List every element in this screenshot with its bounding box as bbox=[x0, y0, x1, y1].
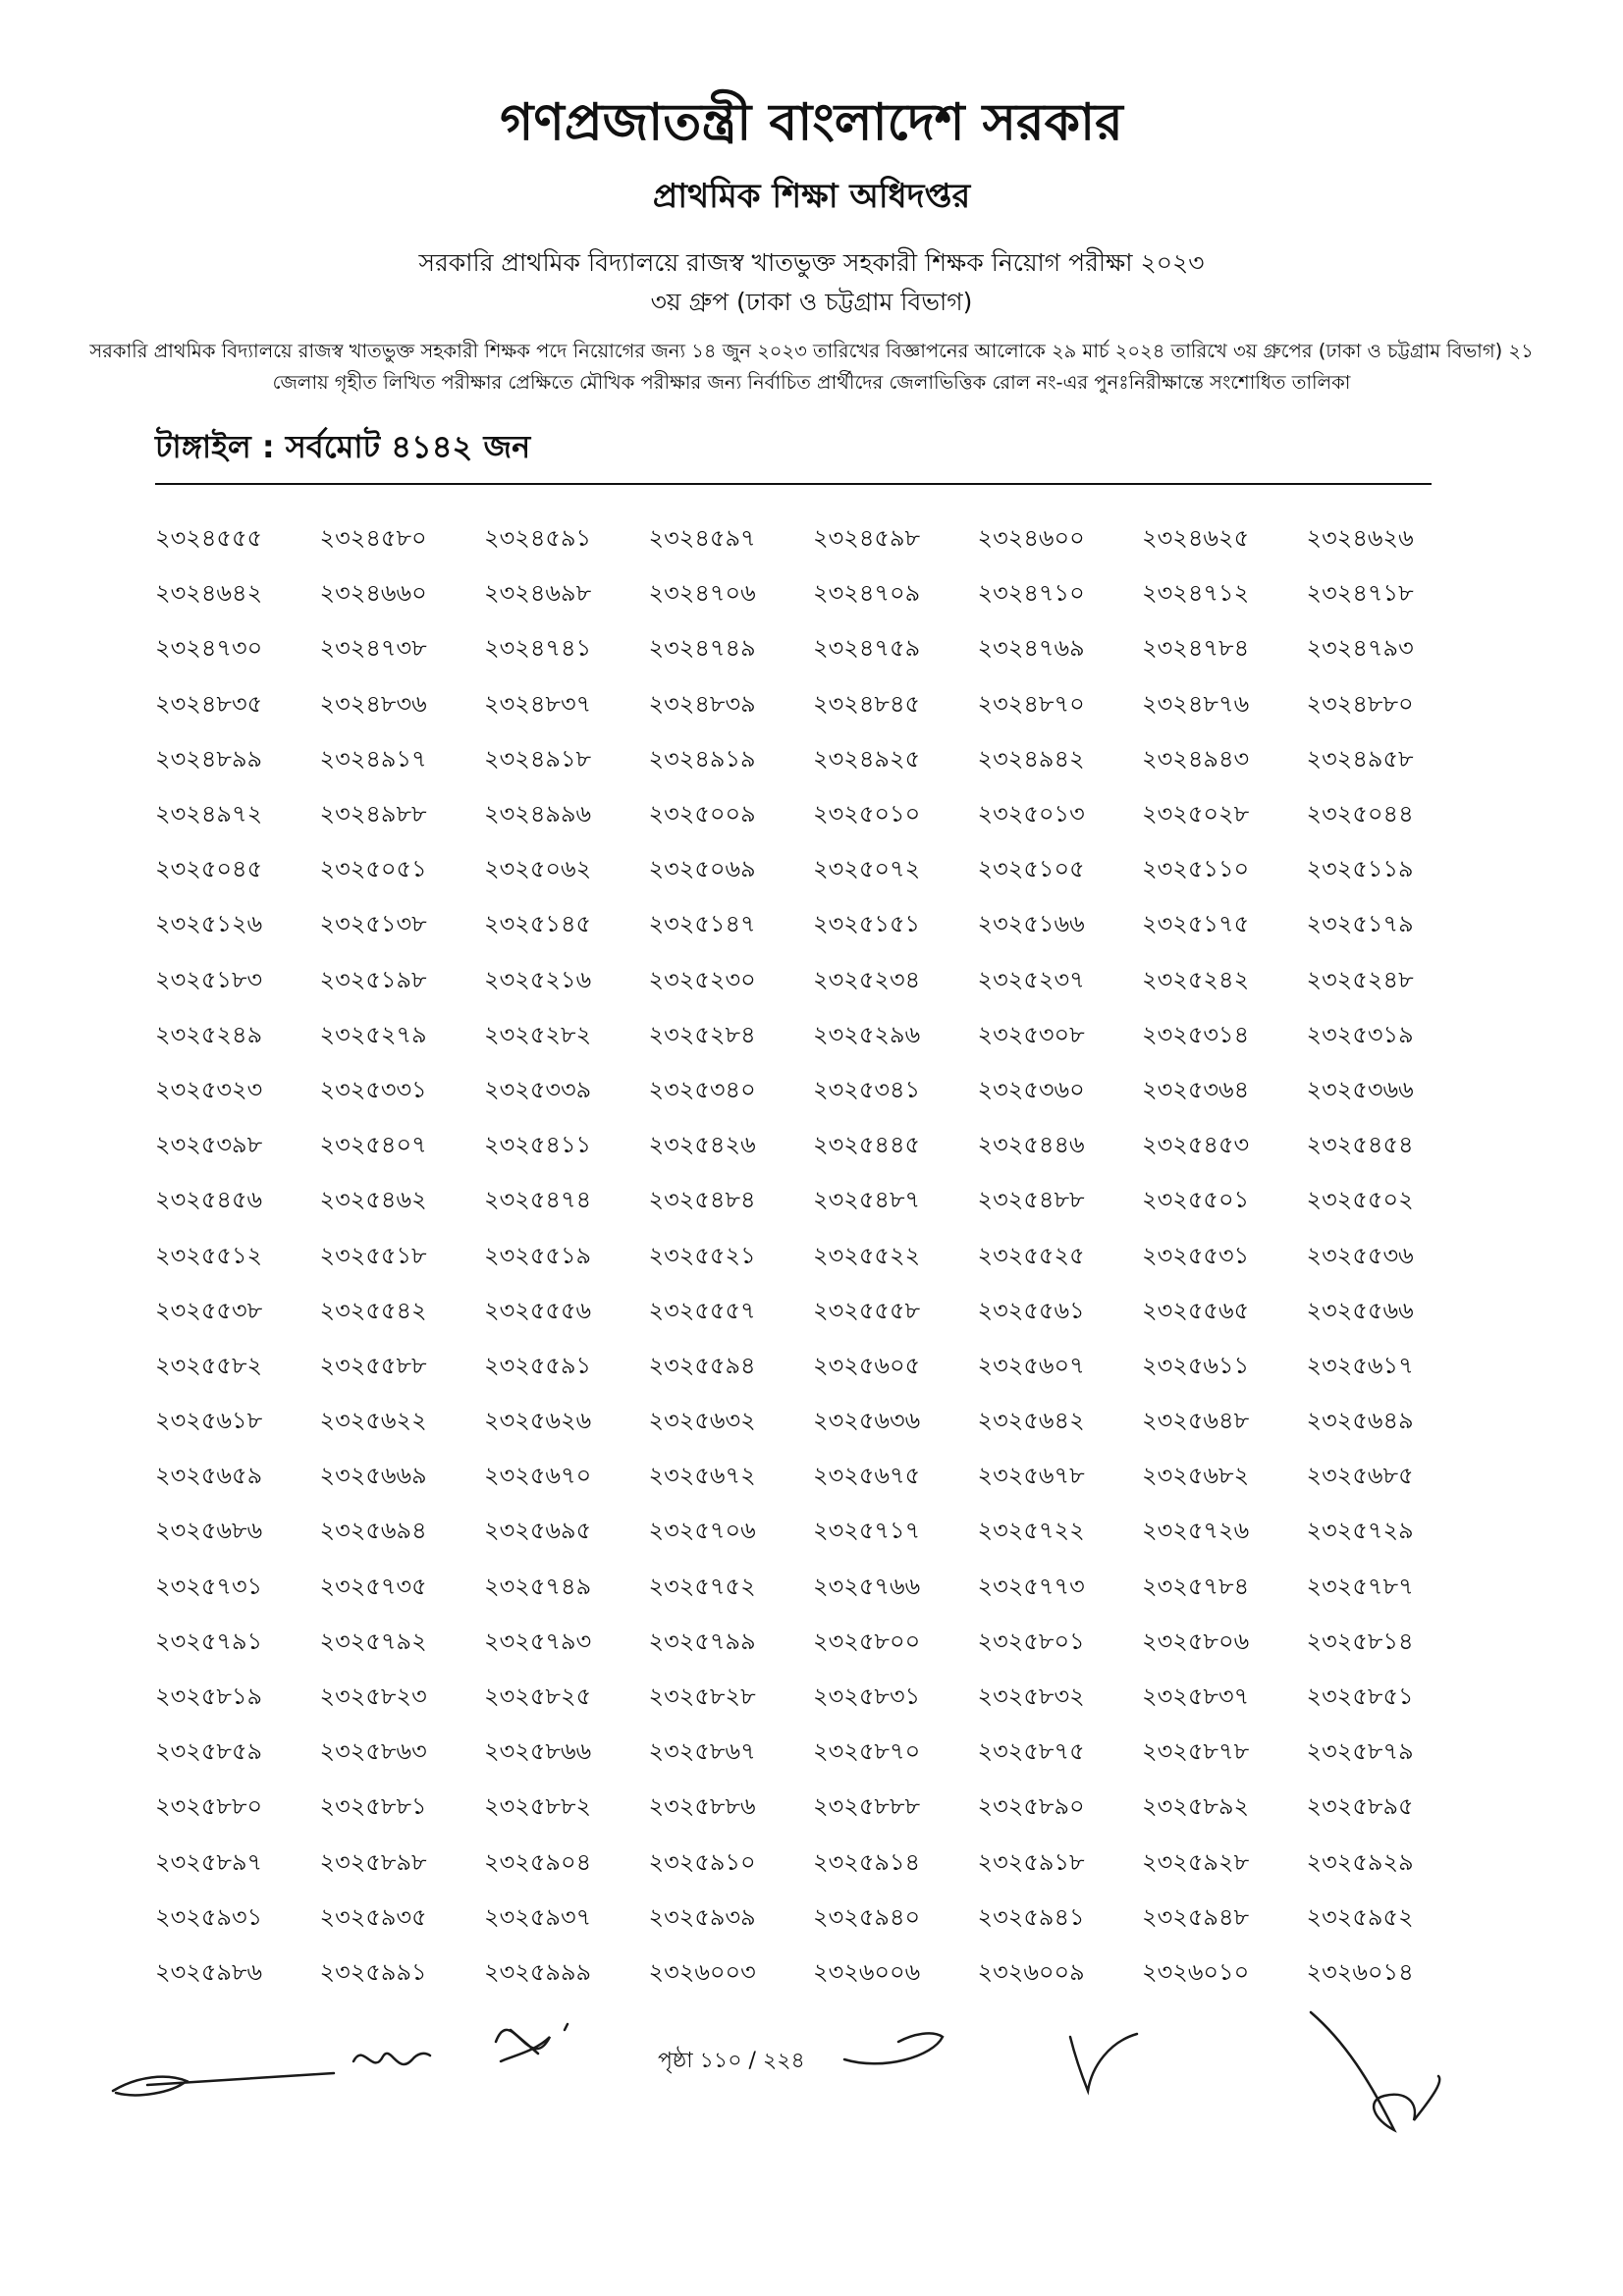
roll-number-cell: ২৩২৫৯২৮ bbox=[1142, 1847, 1250, 1876]
roll-number-cell: ২৩২৪৭১৮ bbox=[1306, 579, 1414, 608]
table-row bbox=[155, 1285, 1471, 1340]
roll-number-cell: ২৩২৬০০৯ bbox=[977, 1957, 1085, 1986]
roll-number-cell: ২৩২৫৪০৭ bbox=[319, 1131, 427, 1159]
roll-number-cell: ২৩২৫৮৮২ bbox=[484, 1792, 592, 1821]
roll-number-cell: ২৩২৫৮১৪ bbox=[1306, 1627, 1414, 1655]
roll-number-cell: ২৩২৪৭৪১ bbox=[484, 634, 592, 663]
roll-number-cell: ২৩২৫৯০৪ bbox=[484, 1847, 592, 1876]
roll-number-cell: ২৩২৫৯৯৯ bbox=[484, 1957, 592, 1986]
roll-number-cell: ২৩২৪৮৯৯ bbox=[155, 744, 263, 773]
roll-number-cell: ২৩২৫৪৮৪ bbox=[648, 1186, 756, 1214]
roll-number-cell: ২৩২৫৭৩৫ bbox=[319, 1572, 427, 1600]
roll-number-cell: ২৩২৫৬৮৬ bbox=[155, 1517, 263, 1545]
signature-6 bbox=[1311, 2012, 1439, 2130]
roll-number-cell: ২৩২৫৩০৮ bbox=[977, 1020, 1085, 1048]
roll-number-cell: ২৩২৪৮৪৫ bbox=[813, 689, 921, 718]
roll-number-cell: ২৩২৬০০৩ bbox=[648, 1957, 756, 1986]
roll-number-cell: ২৩২৫০৪৪ bbox=[1306, 800, 1414, 828]
roll-number-cell: ২৩২৫৮৩২ bbox=[977, 1682, 1085, 1711]
roll-number-cell: ২৩২৫১৫১ bbox=[813, 910, 921, 938]
roll-number-cell: ২৩২৫৩৪০ bbox=[648, 1075, 756, 1103]
roll-number-cell: ২৩২৫৭৯২ bbox=[319, 1627, 427, 1655]
signature-2 bbox=[353, 2054, 430, 2064]
roll-number-cell: ২৩২৫৮৯২ bbox=[1142, 1792, 1250, 1821]
roll-number-cell: ২৩২৫১০৫ bbox=[977, 855, 1085, 883]
roll-number-cell: ২৩২৫১৬৬ bbox=[977, 910, 1085, 938]
signature-4 bbox=[844, 2033, 943, 2063]
roll-number-cell: ২৩২৫৬১১ bbox=[1142, 1351, 1250, 1379]
roll-number-table bbox=[155, 512, 1471, 2002]
roll-number-cell: ২৩২৪৬৪২ bbox=[155, 579, 263, 608]
roll-number-cell: ২৩২৫৮৭৫ bbox=[977, 1737, 1085, 1766]
roll-number-cell: ২৩২৪৮৩৬ bbox=[319, 689, 427, 718]
roll-number-cell: ২৩২৫৯৪৮ bbox=[1142, 1902, 1250, 1931]
roll-number-cell: ২৩২৬০১০ bbox=[1142, 1957, 1250, 1986]
roll-number-cell: ২৩২৫৫২১ bbox=[648, 1241, 756, 1269]
roll-number-cell: ২৩২৫৫১২ bbox=[155, 1241, 263, 1269]
roll-number-cell: ২৩২৫৩৬৪ bbox=[1142, 1075, 1250, 1103]
roll-number-cell: ২৩২৪৭৫৯ bbox=[813, 634, 921, 663]
roll-number-cell: ২৩২৫৪১১ bbox=[484, 1131, 592, 1159]
roll-number-cell: ২৩২৪৭৪৯ bbox=[648, 634, 756, 663]
roll-number-cell: ২৩২৫০১৩ bbox=[977, 800, 1085, 828]
table-row bbox=[155, 1119, 1471, 1174]
table-row bbox=[155, 1561, 1471, 1616]
roll-number-cell: ২৩২৪৭০৯ bbox=[813, 579, 921, 608]
roll-number-cell: ২৩২৫৮৭০ bbox=[813, 1737, 921, 1766]
signature-1 bbox=[113, 2073, 334, 2095]
roll-number-cell: ২৩২৪৬৯৮ bbox=[484, 579, 592, 608]
roll-number-cell: ২৩২৪৭৬৯ bbox=[977, 634, 1085, 663]
roll-number-cell: ২৩২৫১৪৭ bbox=[648, 910, 756, 938]
roll-number-cell: ২৩২৫৯১৪ bbox=[813, 1847, 921, 1876]
signature-3 bbox=[496, 2024, 568, 2061]
roll-number-cell: ২৩২৫২৮২ bbox=[484, 1020, 592, 1048]
roll-number-cell: ২৩২৫৬৩২ bbox=[648, 1407, 756, 1435]
roll-number-cell: ২৩২৫৬৪৯ bbox=[1306, 1407, 1414, 1435]
table-row bbox=[155, 622, 1471, 677]
roll-number-cell: ২৩২৪৯৪৩ bbox=[1142, 744, 1250, 773]
roll-number-cell: ২৩২৫৮০০ bbox=[813, 1627, 921, 1655]
roll-number-cell: ২৩২৫১৭৯ bbox=[1306, 910, 1414, 938]
roll-number-cell: ২৩২৫৫৯১ bbox=[484, 1351, 592, 1379]
roll-number-cell: ২৩২৫৮৬৩ bbox=[319, 1737, 427, 1766]
roll-number-cell: ২৩২৫৬৭৮ bbox=[977, 1462, 1085, 1490]
roll-number-cell: ২৩২৫০৬২ bbox=[484, 855, 592, 883]
roll-number-cell: ২৩২৫৭৯৩ bbox=[484, 1627, 592, 1655]
roll-number-cell: ২৩২৫১৪৫ bbox=[484, 910, 592, 938]
roll-number-cell: ২৩২৫০১০ bbox=[813, 800, 921, 828]
roll-number-cell: ২৩২৫৬৯৫ bbox=[484, 1517, 592, 1545]
roll-number-cell: ২৩২৫৬১৮ bbox=[155, 1407, 263, 1435]
roll-number-cell: ২৩২৫০৪৫ bbox=[155, 855, 263, 883]
roll-number-cell: ২৩২৪৮৭৬ bbox=[1142, 689, 1250, 718]
roll-number-cell: ২৩২৫৬৪২ bbox=[977, 1407, 1085, 1435]
roll-number-cell: ২৩২৫৬৯৪ bbox=[319, 1517, 427, 1545]
roll-number-cell: ২৩২৫৪৫৬ bbox=[155, 1186, 263, 1214]
roll-number-cell: ২৩২৫৮২৩ bbox=[319, 1682, 427, 1711]
roll-number-cell: ২৩২৫৩৩৯ bbox=[484, 1075, 592, 1103]
roll-number-cell: ২৩২৫৫৫৮ bbox=[813, 1296, 921, 1324]
roll-number-cell: ২৩২৫৫৩১ bbox=[1142, 1241, 1250, 1269]
roll-number-cell: ২৩২৪৮৮০ bbox=[1306, 689, 1414, 718]
roll-number-cell: ২৩২৫৮৯৫ bbox=[1306, 1792, 1414, 1821]
page-number: পৃষ্ঠা ১১০ / ২২৪ bbox=[658, 2049, 805, 2073]
roll-number-cell: ২৩২৫৪৪৬ bbox=[977, 1131, 1085, 1159]
roll-number-cell: ২৩২৫৮৫১ bbox=[1306, 1682, 1414, 1711]
roll-number-cell: ২৩২৫২৩০ bbox=[648, 965, 756, 993]
roll-number-cell: ২৩২৫০২৮ bbox=[1142, 800, 1250, 828]
roll-number-cell: ২৩২৫৮৯৮ bbox=[319, 1847, 427, 1876]
roll-number-cell: ২৩২৫৫১৯ bbox=[484, 1241, 592, 1269]
roll-number-cell: ২৩২৫৩৪১ bbox=[813, 1075, 921, 1103]
table-row bbox=[155, 1726, 1471, 1781]
roll-number-cell: ২৩২৫২৯৬ bbox=[813, 1020, 921, 1048]
roll-number-cell: ২৩২৫৯৪১ bbox=[977, 1902, 1085, 1931]
roll-number-cell: ২৩২৫৬৮২ bbox=[1142, 1462, 1250, 1490]
roll-number-cell: ২৩২৫০৬৯ bbox=[648, 855, 756, 883]
roll-number-cell: ২৩২৫৮১৯ bbox=[155, 1682, 263, 1711]
roll-number-cell: ২৩২৪৫৯৮ bbox=[813, 524, 921, 553]
roll-number-cell: ২৩২৪৯১৭ bbox=[319, 744, 427, 773]
roll-number-cell: ২৩২৫৭০৬ bbox=[648, 1517, 756, 1545]
roll-number-cell: ২৩২৫৫২৫ bbox=[977, 1241, 1085, 1269]
roll-number-cell: ২৩২৫৪৭৪ bbox=[484, 1186, 592, 1214]
roll-number-cell: ২৩২৫২৭৯ bbox=[319, 1020, 427, 1048]
roll-number-cell: ২৩২৫৬১৭ bbox=[1306, 1351, 1414, 1379]
roll-number-cell: ২৩২৪৫৯৭ bbox=[648, 524, 756, 553]
table-row bbox=[155, 567, 1471, 622]
roll-number-cell: ২৩২৫৮০১ bbox=[977, 1627, 1085, 1655]
roll-number-cell: ২৩২৫৫৬৫ bbox=[1142, 1296, 1250, 1324]
roll-number-cell: ২৩২৫৬০৫ bbox=[813, 1351, 921, 1379]
table-row bbox=[155, 788, 1471, 843]
roll-number-cell: ২৩২৫৫৮৮ bbox=[319, 1351, 427, 1379]
roll-number-cell: ২৩২৫৪৮৭ bbox=[813, 1186, 921, 1214]
roll-number-cell: ২৩২৫৯৮৬ bbox=[155, 1957, 263, 1986]
roll-number-cell: ২৩২৫১৯৮ bbox=[319, 965, 427, 993]
roll-number-cell: ২৩২৫৮৩১ bbox=[813, 1682, 921, 1711]
roll-number-cell: ২৩২৫৫০২ bbox=[1306, 1186, 1414, 1214]
roll-number-cell: ২৩২৪৭০৬ bbox=[648, 579, 756, 608]
roll-number-cell: ২৩২৪৭৩৮ bbox=[319, 634, 427, 663]
roll-number-cell: ২৩২৫৯৩৭ bbox=[484, 1902, 592, 1931]
roll-number-cell: ২৩২৫৭১৭ bbox=[813, 1517, 921, 1545]
roll-number-cell: ২৩২৫৮৯৭ bbox=[155, 1847, 263, 1876]
roll-number-cell: ২৩২৫০৫১ bbox=[319, 855, 427, 883]
roll-number-cell: ২৩২৫৪৫৪ bbox=[1306, 1131, 1414, 1159]
roll-number-cell: ২৩২৬০০৬ bbox=[813, 1957, 921, 1986]
roll-number-cell: ২৩২৫৯৩৯ bbox=[648, 1902, 756, 1931]
roll-number-cell: ২৩২৫৭৩১ bbox=[155, 1572, 263, 1600]
roll-number-cell: ২৩২৫৩১৯ bbox=[1306, 1020, 1414, 1048]
roll-number-cell: ২৩২৪৭৯৩ bbox=[1306, 634, 1414, 663]
roll-number-cell: ২৩২৫৫৬৬ bbox=[1306, 1296, 1414, 1324]
table-row bbox=[155, 733, 1471, 788]
roll-number-cell: ২৩২৫২৩৭ bbox=[977, 965, 1085, 993]
document-title: গণপ্রজাতন্ত্রী বাংলাদেশ সরকার bbox=[500, 93, 1123, 152]
table-row bbox=[155, 954, 1471, 1009]
roll-number-cell: ২৩২৫০০৯ bbox=[648, 800, 756, 828]
roll-number-cell: ২৩২৪৮৭০ bbox=[977, 689, 1085, 718]
roll-number-cell: ২৩২৫৫৩৮ bbox=[155, 1296, 263, 1324]
roll-number-cell: ২৩২৫৮৬৬ bbox=[484, 1737, 592, 1766]
table-row bbox=[155, 1505, 1471, 1560]
roll-number-cell: ২৩২৫৭৯১ bbox=[155, 1627, 263, 1655]
roll-number-cell: ২৩২৫৫৮২ bbox=[155, 1351, 263, 1379]
roll-number-cell: ২৩২৫৪৬২ bbox=[319, 1186, 427, 1214]
roll-number-cell: ২৩২৪৫৯১ bbox=[484, 524, 592, 553]
district-heading: টাঙ্গাইল : সর্বমোট ৪১৪২ জন bbox=[155, 428, 531, 465]
roll-number-cell: ২৩২৫৪৫৩ bbox=[1142, 1131, 1250, 1159]
roll-number-cell: ২৩২৫১১৯ bbox=[1306, 855, 1414, 883]
group-line: ৩য় গ্রুপ (ঢাকা ও চট্টগ্রাম বিভাগ) bbox=[650, 288, 973, 316]
table-row bbox=[155, 898, 1471, 953]
roll-table-body bbox=[155, 512, 1471, 2002]
roll-number-cell: ২৩২৫৮৮০ bbox=[155, 1792, 263, 1821]
table-row bbox=[155, 512, 1471, 567]
table-row bbox=[155, 1009, 1471, 1064]
roll-number-cell: ২৩২৫৯১০ bbox=[648, 1847, 756, 1876]
roll-number-cell: ২৩২৫২৮৪ bbox=[648, 1020, 756, 1048]
roll-number-cell: ২৩২৫৩১৪ bbox=[1142, 1020, 1250, 1048]
roll-number-cell: ২৩২৫৫৩৬ bbox=[1306, 1241, 1414, 1269]
table-row bbox=[155, 1671, 1471, 1726]
roll-number-cell: ২৩২৫৪২৬ bbox=[648, 1131, 756, 1159]
roll-number-cell: ২৩২৪৬০০ bbox=[977, 524, 1085, 553]
roll-number-cell: ২৩২৪৭৩০ bbox=[155, 634, 263, 663]
roll-number-cell: ২৩২৫৩২৩ bbox=[155, 1075, 263, 1103]
roll-number-cell: ২৩২৫২৩৪ bbox=[813, 965, 921, 993]
roll-number-cell: ২৩২৫৩৬৬ bbox=[1306, 1075, 1414, 1103]
roll-number-cell: ২৩২৪৭৮৪ bbox=[1142, 634, 1250, 663]
roll-number-cell: ২৩২৫৮৯০ bbox=[977, 1792, 1085, 1821]
roll-number-cell: ২৩২৪৮৩৯ bbox=[648, 689, 756, 718]
table-row bbox=[155, 1064, 1471, 1119]
notice-paragraph: সরকারি প্রাথমিক বিদ্যালয়ে রাজস্ব খাতভুক্ত সহকারী শিক্ষক পদে নিয়োগের জন্য ১৪ জুন ২০২৩ তারিখের বিজ্ঞাপনের আলোকে ২৯ মার্চ ২০২৪ তারিখে ৩য় গ্রুপের (ঢাকা ও চট্টগ্রাম বিভাগ) ২১ জেলায় গৃহীত লিখিত পরীক্ষার প্রেক্ষিতে মৌখিক পরীক্ষার জন্য নির্বাচিত প্রার্থীদের জেলাভিত্তিক রোল নং-এর পুনঃনিরীক্ষান্তে সংশোধিত তালিকা bbox=[89, 340, 1534, 394]
table-row bbox=[155, 1781, 1471, 1836]
roll-number-cell: ২৩২৫৮৭৯ bbox=[1306, 1737, 1414, 1766]
roll-number-cell: ২৩২৫৯৩৫ bbox=[319, 1902, 427, 1931]
roll-number-cell: ২৩২৫৯৫২ bbox=[1306, 1902, 1414, 1931]
roll-number-cell: ২৩২৪৯৫৮ bbox=[1306, 744, 1414, 773]
roll-number-cell: ২৩২৫৯২৯ bbox=[1306, 1847, 1414, 1876]
roll-number-cell: ২৩২৫৩৬০ bbox=[977, 1075, 1085, 1103]
roll-number-cell: ২৩২৫২৪২ bbox=[1142, 965, 1250, 993]
table-row bbox=[155, 1174, 1471, 1229]
roll-number-cell: ২৩২৫৫০১ bbox=[1142, 1186, 1250, 1214]
roll-number-cell: ২৩২৫৬৬৯ bbox=[319, 1462, 427, 1490]
roll-number-cell: ২৩২৫৬৭২ bbox=[648, 1462, 756, 1490]
signatures bbox=[0, 1983, 1623, 2140]
roll-number-cell: ২৩২৪৬২৬ bbox=[1306, 524, 1414, 553]
roll-number-cell: ২৩২৫৫৯৪ bbox=[648, 1351, 756, 1379]
roll-number-cell: ২৩২৪৮৩৭ bbox=[484, 689, 592, 718]
roll-number-cell: ২৩২৫৯৯১ bbox=[319, 1957, 427, 1986]
roll-number-cell: ২৩২৫৭২৯ bbox=[1306, 1517, 1414, 1545]
roll-number-cell: ২৩২৫৮৮১ bbox=[319, 1792, 427, 1821]
roll-number-cell: ২৩২৪৯৮৮ bbox=[319, 800, 427, 828]
roll-number-cell: ২৩২৫৮২৫ bbox=[484, 1682, 592, 1711]
heading-divider bbox=[155, 483, 1432, 485]
roll-number-cell: ২৩২৫৬২২ bbox=[319, 1407, 427, 1435]
roll-number-cell: ২৩২৫৬২৬ bbox=[484, 1407, 592, 1435]
table-row bbox=[155, 1837, 1471, 1892]
roll-number-cell: ২৩২৫২৪৯ bbox=[155, 1020, 263, 1048]
roll-number-cell: ২৩২৫৭৬৬ bbox=[813, 1572, 921, 1600]
table-row bbox=[155, 1616, 1471, 1671]
roll-number-cell: ২৩২৫৯৪০ bbox=[813, 1902, 921, 1931]
roll-number-cell: ২৩২৫০৭২ bbox=[813, 855, 921, 883]
roll-number-cell: ২৩২৫৮৬৭ bbox=[648, 1737, 756, 1766]
roll-number-cell: ২৩২৫৯৩১ bbox=[155, 1902, 263, 1931]
roll-number-cell: ২৩২৫৮৫৯ bbox=[155, 1737, 263, 1766]
roll-number-cell: ২৩২৪৮৩৫ bbox=[155, 689, 263, 718]
document-header bbox=[0, 88, 1623, 399]
document-subtitle: প্রাথমিক শিক্ষা অধিদপ্তর bbox=[652, 177, 971, 216]
roll-number-cell: ২৩২৫৭২২ bbox=[977, 1517, 1085, 1545]
roll-number-cell: ২৩২৫৭৪৯ bbox=[484, 1572, 592, 1600]
roll-number-cell: ২৩২৫৬৭০ bbox=[484, 1462, 592, 1490]
roll-number-cell: ২৩২৫৮৩৭ bbox=[1142, 1682, 1250, 1711]
roll-number-cell: ২৩২৫১৭৫ bbox=[1142, 910, 1250, 938]
roll-number-cell: ২৩২৪৯১৯ bbox=[648, 744, 756, 773]
roll-number-cell: ২৩২৪৬২৫ bbox=[1142, 524, 1250, 553]
roll-number-cell: ২৩২৫৭৯৯ bbox=[648, 1627, 756, 1655]
roll-number-cell: ২৩২৪৯২৫ bbox=[813, 744, 921, 773]
roll-number-cell: ২৩২৫২৪৮ bbox=[1306, 965, 1414, 993]
roll-number-cell: ২৩২৫৪৪৫ bbox=[813, 1131, 921, 1159]
table-row bbox=[155, 843, 1471, 898]
roll-number-cell: ২৩২৫৬৫৯ bbox=[155, 1462, 263, 1490]
roll-number-cell: ২৩২৫৫৫৭ bbox=[648, 1296, 756, 1324]
roll-number-cell: ২৩২৫৬০৭ bbox=[977, 1351, 1085, 1379]
signature-5 bbox=[1070, 2034, 1137, 2091]
roll-number-cell: ২৩২৫৭৭৩ bbox=[977, 1572, 1085, 1600]
roll-number-cell: ২৩২৫৬৪৮ bbox=[1142, 1407, 1250, 1435]
roll-number-cell: ২৩২৫৬৭৫ bbox=[813, 1462, 921, 1490]
roll-number-cell: ২৩২৫৩৩১ bbox=[319, 1075, 427, 1103]
roll-number-cell: ২৩২৫৪৮৮ bbox=[977, 1186, 1085, 1214]
roll-number-cell: ২৩২৫৫১৮ bbox=[319, 1241, 427, 1269]
roll-number-cell: ২৩২৪৯৯৬ bbox=[484, 800, 592, 828]
roll-number-cell: ২৩২৫৩৯৮ bbox=[155, 1131, 263, 1159]
roll-number-cell: ২৩২৫৭৮৪ bbox=[1142, 1572, 1250, 1600]
roll-number-cell: ২৩২৫৮৮৬ bbox=[648, 1792, 756, 1821]
roll-number-cell: ২৩২৪৯১৮ bbox=[484, 744, 592, 773]
roll-number-cell: ২৩২৪৭১২ bbox=[1142, 579, 1250, 608]
roll-number-cell: ২৩২৫৮০৬ bbox=[1142, 1627, 1250, 1655]
table-row bbox=[155, 1340, 1471, 1395]
table-row bbox=[155, 678, 1471, 733]
table-row bbox=[155, 1395, 1471, 1450]
table-row bbox=[155, 1450, 1471, 1505]
roll-number-cell: ২৩২৫৮২৮ bbox=[648, 1682, 756, 1711]
roll-number-cell: ২৩২৫৮৮৮ bbox=[813, 1792, 921, 1821]
roll-number-cell: ২৩২৫৫৬১ bbox=[977, 1296, 1085, 1324]
roll-number-cell: ২৩২৫৯১৮ bbox=[977, 1847, 1085, 1876]
table-row bbox=[155, 1892, 1471, 1947]
roll-number-cell: ২৩২৫৫৫৬ bbox=[484, 1296, 592, 1324]
roll-number-cell: ২৩২৫৬৮৫ bbox=[1306, 1462, 1414, 1490]
roll-number-cell: ২৩২৫৫৪২ bbox=[319, 1296, 427, 1324]
roll-number-cell: ২৩২৪৬৬০ bbox=[319, 579, 427, 608]
roll-number-cell: ২৩২৫১১০ bbox=[1142, 855, 1250, 883]
roll-number-cell: ২৩২৫৭৮৭ bbox=[1306, 1572, 1414, 1600]
roll-number-cell: ২৩২৫৭২৬ bbox=[1142, 1517, 1250, 1545]
roll-number-cell: ২৩২৪৯৭২ bbox=[155, 800, 263, 828]
roll-number-cell: ২৩২৪৭১০ bbox=[977, 579, 1085, 608]
roll-number-cell: ২৩২৫৭৫২ bbox=[648, 1572, 756, 1600]
roll-number-cell: ২৩২৫৬৩৬ bbox=[813, 1407, 921, 1435]
roll-number-cell: ২৩২৫৫২২ bbox=[813, 1241, 921, 1269]
roll-number-cell: ২৩২৫৮৭৮ bbox=[1142, 1737, 1250, 1766]
roll-number-cell: ২৩২৬০১৪ bbox=[1306, 1957, 1414, 1986]
roll-number-cell: ২৩২৪৯৪২ bbox=[977, 744, 1085, 773]
roll-number-cell: ২৩২৪৫৫৫ bbox=[155, 524, 263, 553]
roll-number-cell: ২৩২৪৫৮০ bbox=[319, 524, 427, 553]
roll-number-cell: ২৩২৫২১৬ bbox=[484, 965, 592, 993]
exam-line: সরকারি প্রাথমিক বিদ্যালয়ে রাজস্ব খাতভুক্ত সহকারী শিক্ষক নিয়োগ পরীক্ষা ২০২৩ bbox=[418, 248, 1205, 277]
roll-number-cell: ২৩২৫১৩৮ bbox=[319, 910, 427, 938]
roll-number-cell: ২৩২৫১২৬ bbox=[155, 910, 263, 938]
table-row bbox=[155, 1229, 1471, 1284]
roll-number-cell: ২৩২৫১৮৩ bbox=[155, 965, 263, 993]
